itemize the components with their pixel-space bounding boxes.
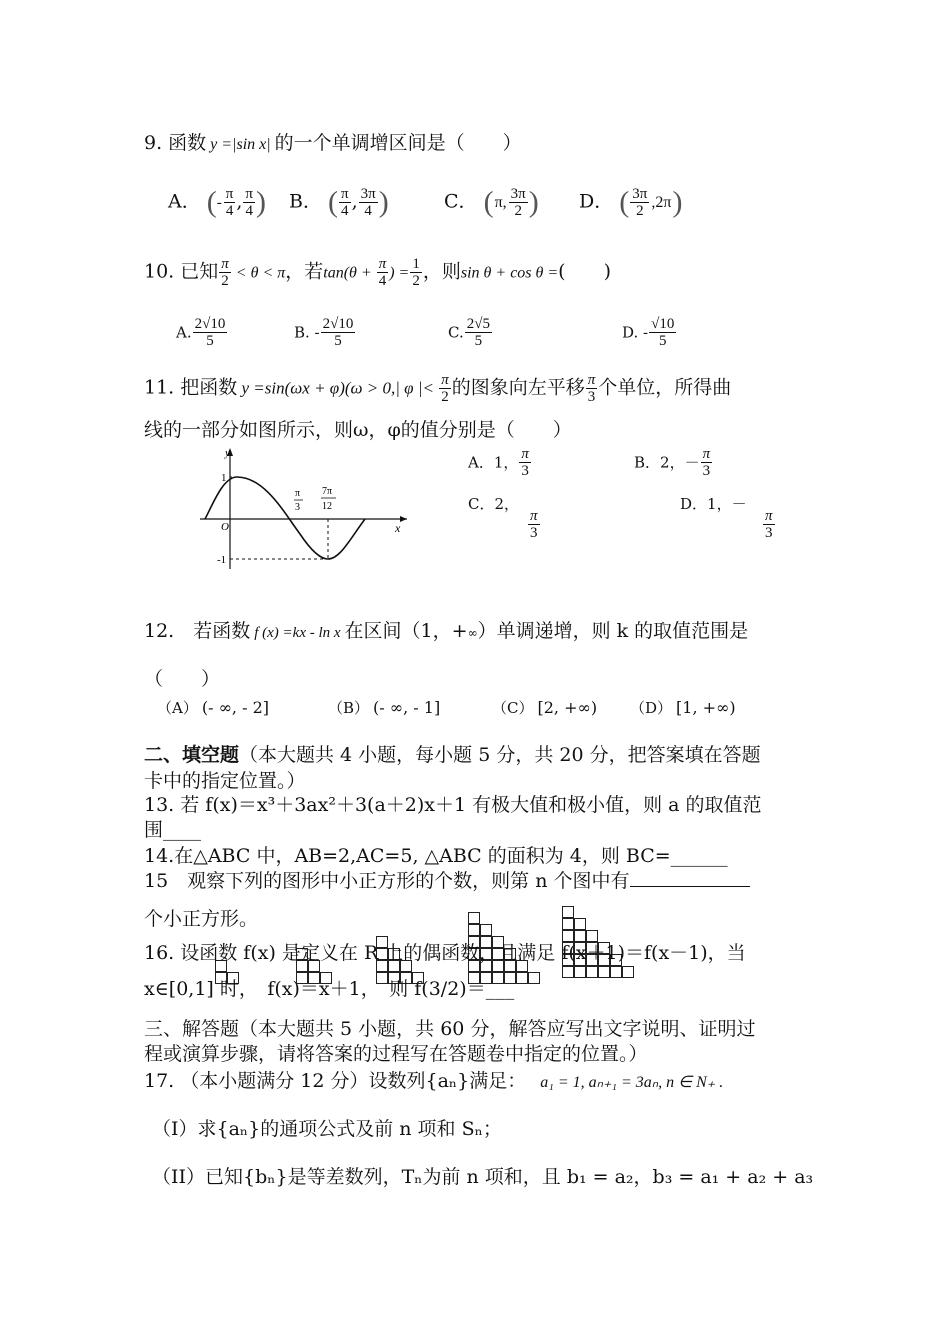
q14-text: 14.在△ABC 中，AB=2,AC=5, △ABC 的面积为 4，则 BC=______ (144, 845, 728, 867)
label-x: x (395, 521, 401, 535)
section2-line2: 卡中的指定位置。） (144, 770, 306, 792)
section3-line2: 程或演算步骤，请将答案的过程写在答题卷中指定的位置。） (144, 1043, 648, 1065)
svg-text:12: 12 (322, 501, 332, 512)
q13-line1: 13. 若 f(x)＝x³＋3ax²＋3(a＋2)x＋1 有极大值和极小值，则 a 的取值范 (144, 794, 762, 816)
q12-option-c: （C） [2, +∞) (492, 698, 598, 717)
q15-line2: 个小正方形。 (144, 908, 259, 930)
q11-option-d-frac: $\frac{\pi}{3}$ (765, 508, 773, 541)
q12-option-a: （A） (- ∞, - 2] (157, 698, 269, 717)
q11-option-c-frac: $\frac{\pi}{3}$ (530, 508, 538, 541)
q11-option-a: A．1， $\frac{\pi}{3}$ (468, 446, 529, 479)
label-pi-3: π (295, 488, 301, 499)
q11-sine-graph (195, 444, 420, 574)
sine-curve (205, 477, 365, 559)
label-one: 1 (221, 472, 227, 484)
label-7pi-12: 7π (322, 486, 333, 497)
q11-option-b: B．2，－ $\frac{\pi}{3}$ (634, 446, 711, 479)
section3-line1: 三、解答题（本大题共 5 小题，共 60 分，解答应写出文字说明、证明过 (144, 1018, 756, 1040)
q10-stem: 10. 已知 $\frac{\pi}{2}$ < θ < π，若tan(θ + $\frac{\pi}{4}$ ) = $\frac{1}{2}$ ，则sin θ + cos θ =( ) (144, 256, 611, 289)
q10-option-a: A. $\frac{2√10}{5}$ (176, 316, 226, 349)
q9-option-d: D． ( $\frac{3\pi}{2}$ ,2π) (579, 185, 683, 219)
q10-option-d: D. - $\frac{√10}{5}$ (622, 316, 675, 349)
q16-line2: x∈[0,1] 时， f(x)＝x＋1， 则 f(3/2)＝___ (144, 978, 515, 1000)
q12-paren: （ ） (144, 668, 221, 690)
q12-stem: 12. 若函数 f (x) =kx - ln x 在区间（1，+∞）单调递增，则 k 的取值范围是 (144, 620, 749, 642)
svg-text:3: 3 (295, 502, 300, 513)
label-neg-one: -1 (217, 554, 227, 566)
q9-option-c: C． (π, $\frac{3\pi}{2}$ ) (444, 185, 539, 219)
q10-option-b: B. - $\frac{2√10}{5}$ (294, 316, 354, 349)
q12-option-d: （D） [1, +∞) (630, 698, 736, 717)
q12-option-b: （B） (- ∞, - 1] (328, 698, 441, 717)
section2-line1: 二、填空题（本大题共 4 小题，每小题 5 分，共 20 分，把答案填在答题 (144, 744, 761, 766)
label-origin: O (221, 521, 229, 533)
q17-part1: （I）求{aₙ}的通项公式及前 n 项和 Sₙ； (152, 1118, 502, 1140)
q9-stem: 9. 函数 y =|sin x| 的一个单调增区间是（ ） (144, 132, 522, 154)
q17-part2: （II）已知{bₙ}是等差数列，Tₙ为前 n 项和，且 b₁ = a₂，b₃ = a₁ + a₂ + a₃ (152, 1166, 814, 1188)
x-axis-arrow (400, 516, 407, 522)
q9-option-b: B． ( $\frac{\pi}{4}$ , $\frac{3\pi}{4}$ ) (289, 185, 389, 219)
q9-option-a: A． (- $\frac{\pi}{4}$ , $\frac{\pi}{4}$ ) (168, 185, 266, 219)
q10-option-c: C. $\frac{2√5}{5}$ (448, 316, 490, 349)
q15-line1: 15 观察下列的图形中小正方形的个数，则第 n 个图中有 (144, 866, 750, 893)
q13-line2: 围____ (144, 819, 202, 841)
q11-option-d: D．1，－ (680, 495, 747, 513)
q17-stem: 17. （本小题满分 12 分）设数列{aₙ}满足： a₁ = 1, aₙ₊₁ = 3aₙ, n ∈ N₊ . (144, 1070, 724, 1092)
label-y: y (225, 447, 230, 459)
q11-stem: 11. 把函数 y =sin(ωx + φ)(ω > 0,| φ |< $\frac{\pi}{2}$ 的图象向左平移 $\frac{\pi}{3}$ 个单位，所得曲 (144, 372, 732, 405)
q11-line2: 线的一部分如图所示，则ω，φ的值分别是（ ） (144, 419, 572, 441)
q16-line1: 16. 设函数 f(x) 是定义在 R 上的偶函数，且满足 f(x＋1)＝f(x－1)，当 (144, 942, 746, 964)
q11-option-c: C．2， (468, 495, 520, 513)
